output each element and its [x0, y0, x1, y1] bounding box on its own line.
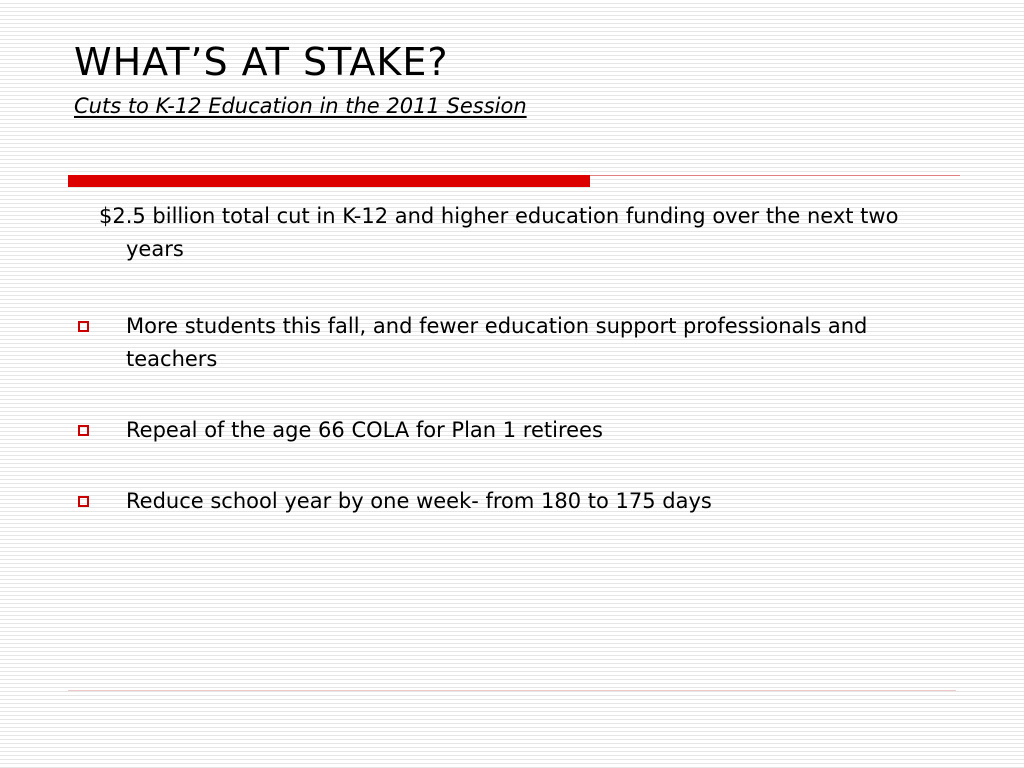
title-divider-thick [68, 175, 590, 187]
bullet-list [68, 310, 948, 518]
hollow-square-bullet-icon [78, 496, 89, 507]
slide-title: WHAT’S AT STAKE? [74, 40, 449, 84]
bullet-item [68, 414, 948, 447]
slide-subtitle: Cuts to K-12 Education in the 2011 Session [74, 94, 527, 118]
bullet-text: Repeal of the age 66 COLA for Plan 1 retirees [126, 418, 603, 442]
title-divider-thin [590, 175, 960, 176]
hollow-square-bullet-icon [78, 425, 89, 436]
bullet-text: More students this fall, and fewer education support professionals and teachers [126, 314, 868, 371]
intro-text: $2.5 billion total cut in K-12 and higher education funding over the next two years [99, 204, 899, 261]
bullet-item [68, 310, 948, 376]
slide-body [68, 200, 948, 556]
bullet-text: Reduce school year by one week- from 180 to 175 days [126, 489, 712, 513]
hollow-square-bullet-icon [78, 321, 89, 332]
footer-divider [68, 690, 956, 691]
bullet-item [68, 485, 948, 518]
